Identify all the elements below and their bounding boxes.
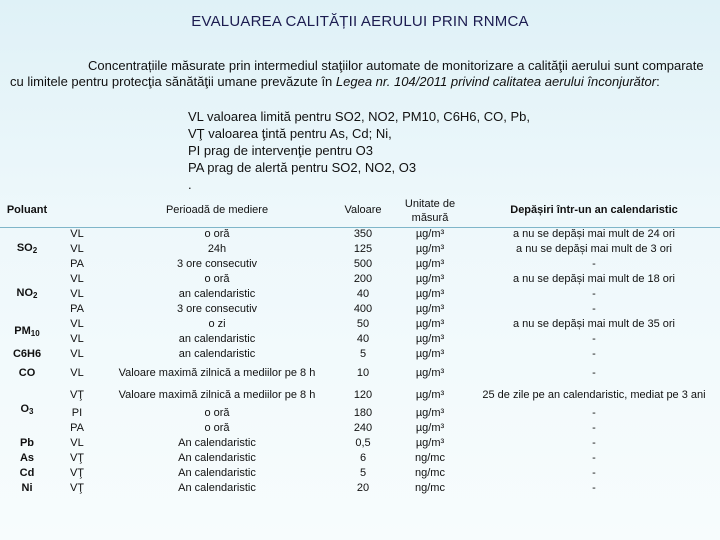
definition-vl: VL valoarea limită pentru SO2, NO2, PM10, C6H6, CO, Pb, — [188, 109, 530, 124]
cell-type: PA — [70, 303, 84, 315]
page-title: EVALUAREA CALITĂȚII AERULUI PRIN RNMCA — [191, 13, 529, 30]
table-row — [0, 451, 720, 466]
cell-unit: µg/m³ — [415, 422, 445, 434]
pollutant-no2 — [0, 272, 54, 317]
cell-exceedances: - — [592, 303, 596, 315]
header-type — [54, 194, 100, 227]
pollutant-c6h6: C6H6 — [12, 348, 42, 360]
cell-type: VL — [70, 273, 84, 285]
cell-type: PA — [70, 422, 84, 434]
cell-period: An calendaristic — [178, 437, 256, 449]
cell-value: 120 — [353, 388, 373, 401]
cell-exceedances: - — [592, 452, 596, 464]
pollutant-subscript: 10 — [30, 328, 40, 338]
header-pollutant: Poluant — [6, 204, 48, 216]
pollutant-symbol: PM — [14, 324, 31, 337]
header-unit: Unitate de măsură — [404, 197, 456, 224]
cell-exceedances: - — [592, 288, 596, 300]
cell-exceedances: 25 de zile pe an calendaristic, mediat pe 3 ani — [482, 388, 706, 401]
cell-type: VL — [70, 333, 84, 345]
cell-period: o oră — [204, 422, 230, 434]
cell-period: Valoare maximă zilnică a mediilor pe 8 h — [118, 388, 316, 401]
cell-unit: µg/m³ — [415, 348, 445, 360]
cell-exceedances: - — [592, 258, 596, 270]
cell-type: VL — [70, 437, 84, 449]
cell-type: VL — [70, 318, 84, 330]
cell-exceedances: - — [592, 482, 596, 494]
cell-type: VŢ — [69, 467, 85, 479]
header-period: Perioadă de mediere — [165, 204, 269, 216]
cell-period: 24h — [207, 243, 227, 255]
cell-unit: µg/m³ — [415, 366, 445, 379]
cell-unit: µg/m³ — [415, 318, 445, 330]
pollutant-so2 — [0, 227, 54, 272]
intro-text: Concentrațiile măsurate prin intermediul staţiilor automate de monitorizare a calităţii aerului sunt comparate cu limitele pentru protecţia sănătăţii umane prevăzute în — [10, 58, 704, 89]
cell-period: An calendaristic — [178, 482, 256, 494]
cell-unit: µg/m³ — [415, 388, 445, 401]
cell-type: VL — [70, 366, 84, 379]
cell-exceedances: - — [592, 437, 596, 449]
cell-unit: ng/mc — [415, 482, 445, 494]
pollutant-pm10 — [0, 317, 54, 347]
pollutant-subscript: 2 — [33, 291, 38, 300]
table-row — [0, 466, 720, 481]
intro-paragraph — [10, 58, 710, 90]
cell-exceedances: - — [592, 407, 596, 419]
cell-value: 200 — [353, 273, 373, 285]
cell-unit: µg/m³ — [415, 333, 445, 345]
cell-exceedances: a nu se depăși mai mult de 24 ori — [512, 228, 676, 240]
cell-exceedances: - — [592, 366, 596, 379]
cell-type: VŢ — [69, 388, 85, 401]
cell-value: 500 — [353, 258, 373, 270]
cell-value: 180 — [353, 407, 373, 419]
table-row — [0, 481, 720, 496]
cell-type: VL — [70, 288, 84, 300]
cell-value: 240 — [353, 422, 373, 434]
cell-value: 5 — [359, 348, 367, 360]
cell-exceedances: a nu se depăși mai mult de 18 ori — [512, 273, 676, 285]
cell-unit: µg/m³ — [415, 258, 445, 270]
cell-period: o oră — [204, 407, 230, 419]
pollutant-as: As — [19, 452, 35, 464]
table-row — [0, 302, 720, 317]
pollutant-pb: Pb — [19, 437, 35, 449]
table-row — [0, 272, 720, 287]
pollutant-symbol: O — [20, 402, 30, 415]
cell-value: 40 — [356, 333, 370, 345]
cell-unit: ng/mc — [415, 452, 445, 464]
cell-type: VŢ — [69, 452, 85, 464]
cell-unit: ng/mc — [415, 467, 445, 479]
cell-period: Valoare maximă zilnică a mediilor pe 8 h — [118, 366, 316, 379]
cell-type: PA — [70, 258, 84, 270]
definitions-list — [188, 108, 530, 193]
cell-period: 3 ore consecutiv — [176, 258, 258, 270]
cell-value: 0,5 — [355, 437, 371, 449]
cell-type: VL — [70, 228, 84, 240]
cell-value: 350 — [353, 228, 373, 240]
table-row — [0, 347, 720, 362]
table-row — [0, 332, 720, 347]
cell-value: 6 — [359, 452, 367, 464]
cell-value: 20 — [356, 482, 370, 494]
table-row — [0, 362, 720, 384]
cell-type: VL — [70, 348, 84, 360]
table-row — [0, 436, 720, 451]
cell-period: o zi — [208, 318, 226, 330]
cell-type: VŢ — [69, 482, 85, 494]
cell-value: 400 — [353, 303, 373, 315]
cell-period: an calendaristic — [178, 333, 256, 345]
cell-exceedances: a nu se depăși mai mult de 3 ori — [516, 243, 672, 255]
cell-type: VL — [70, 243, 84, 255]
pollutant-ni: Ni — [21, 482, 33, 494]
table-row — [0, 242, 720, 257]
table-row — [0, 317, 720, 332]
cell-period: An calendaristic — [178, 467, 256, 479]
cell-type: PI — [71, 407, 83, 419]
cell-unit: µg/m³ — [415, 303, 445, 315]
table-header-row — [0, 194, 720, 227]
cell-exceedances: - — [592, 467, 596, 479]
definition-dot: . — [188, 177, 192, 192]
table-row — [0, 287, 720, 302]
cell-exceedances: - — [592, 422, 596, 434]
header-exceedances: Depășiri într-un an calendaristic — [510, 204, 678, 216]
table-row — [0, 257, 720, 272]
table-row — [0, 421, 720, 436]
cell-unit: µg/m³ — [415, 407, 445, 419]
cell-period: o oră — [204, 228, 230, 240]
header-value: Valoare — [344, 204, 382, 216]
pollutant-cd: Cd — [19, 467, 35, 479]
definition-vt: VŢ valoarea ţintă pentru As, Cd; Ni, — [188, 126, 392, 141]
cell-period: an calendaristic — [178, 288, 256, 300]
limits-table — [0, 194, 720, 496]
cell-unit: µg/m³ — [415, 243, 445, 255]
definition-pa: PA prag de alertă pentru SO2, NO2, O3 — [188, 160, 417, 175]
table-row — [0, 227, 720, 242]
cell-value: 10 — [356, 366, 370, 379]
table-row — [0, 406, 720, 421]
cell-unit: µg/m³ — [415, 437, 445, 449]
cell-value: 50 — [356, 318, 370, 330]
cell-exceedances: - — [592, 348, 596, 360]
pollutant-subscript: 2 — [32, 246, 38, 255]
pollutant-o3 — [0, 384, 54, 436]
cell-value: 5 — [359, 467, 367, 479]
pollutant-symbol: SO — [16, 242, 33, 254]
definition-pi: PI prag de intervenţie pentru O3 — [188, 143, 374, 158]
pollutant-co: CO — [18, 366, 36, 379]
pollutant-symbol: NO — [16, 287, 34, 299]
law-reference: Legea nr. 104/2011 privind calitatea aerului înconjurător — [335, 74, 657, 89]
cell-unit: µg/m³ — [415, 288, 445, 300]
cell-exceedances: a nu se depăși mai mult de 35 ori — [512, 318, 676, 330]
cell-value: 40 — [356, 288, 370, 300]
cell-period: an calendaristic — [178, 348, 256, 360]
pollutant-subscript: 3 — [29, 406, 34, 416]
table-row — [0, 384, 720, 406]
cell-period: 3 ore consecutiv — [176, 303, 258, 315]
cell-exceedances: - — [592, 333, 596, 345]
cell-period: o oră — [204, 273, 230, 285]
intro-colon: : — [656, 74, 660, 89]
cell-unit: µg/m³ — [415, 228, 445, 240]
cell-value: 125 — [353, 243, 373, 255]
cell-unit: µg/m³ — [415, 273, 445, 285]
cell-period: An calendaristic — [178, 452, 256, 464]
